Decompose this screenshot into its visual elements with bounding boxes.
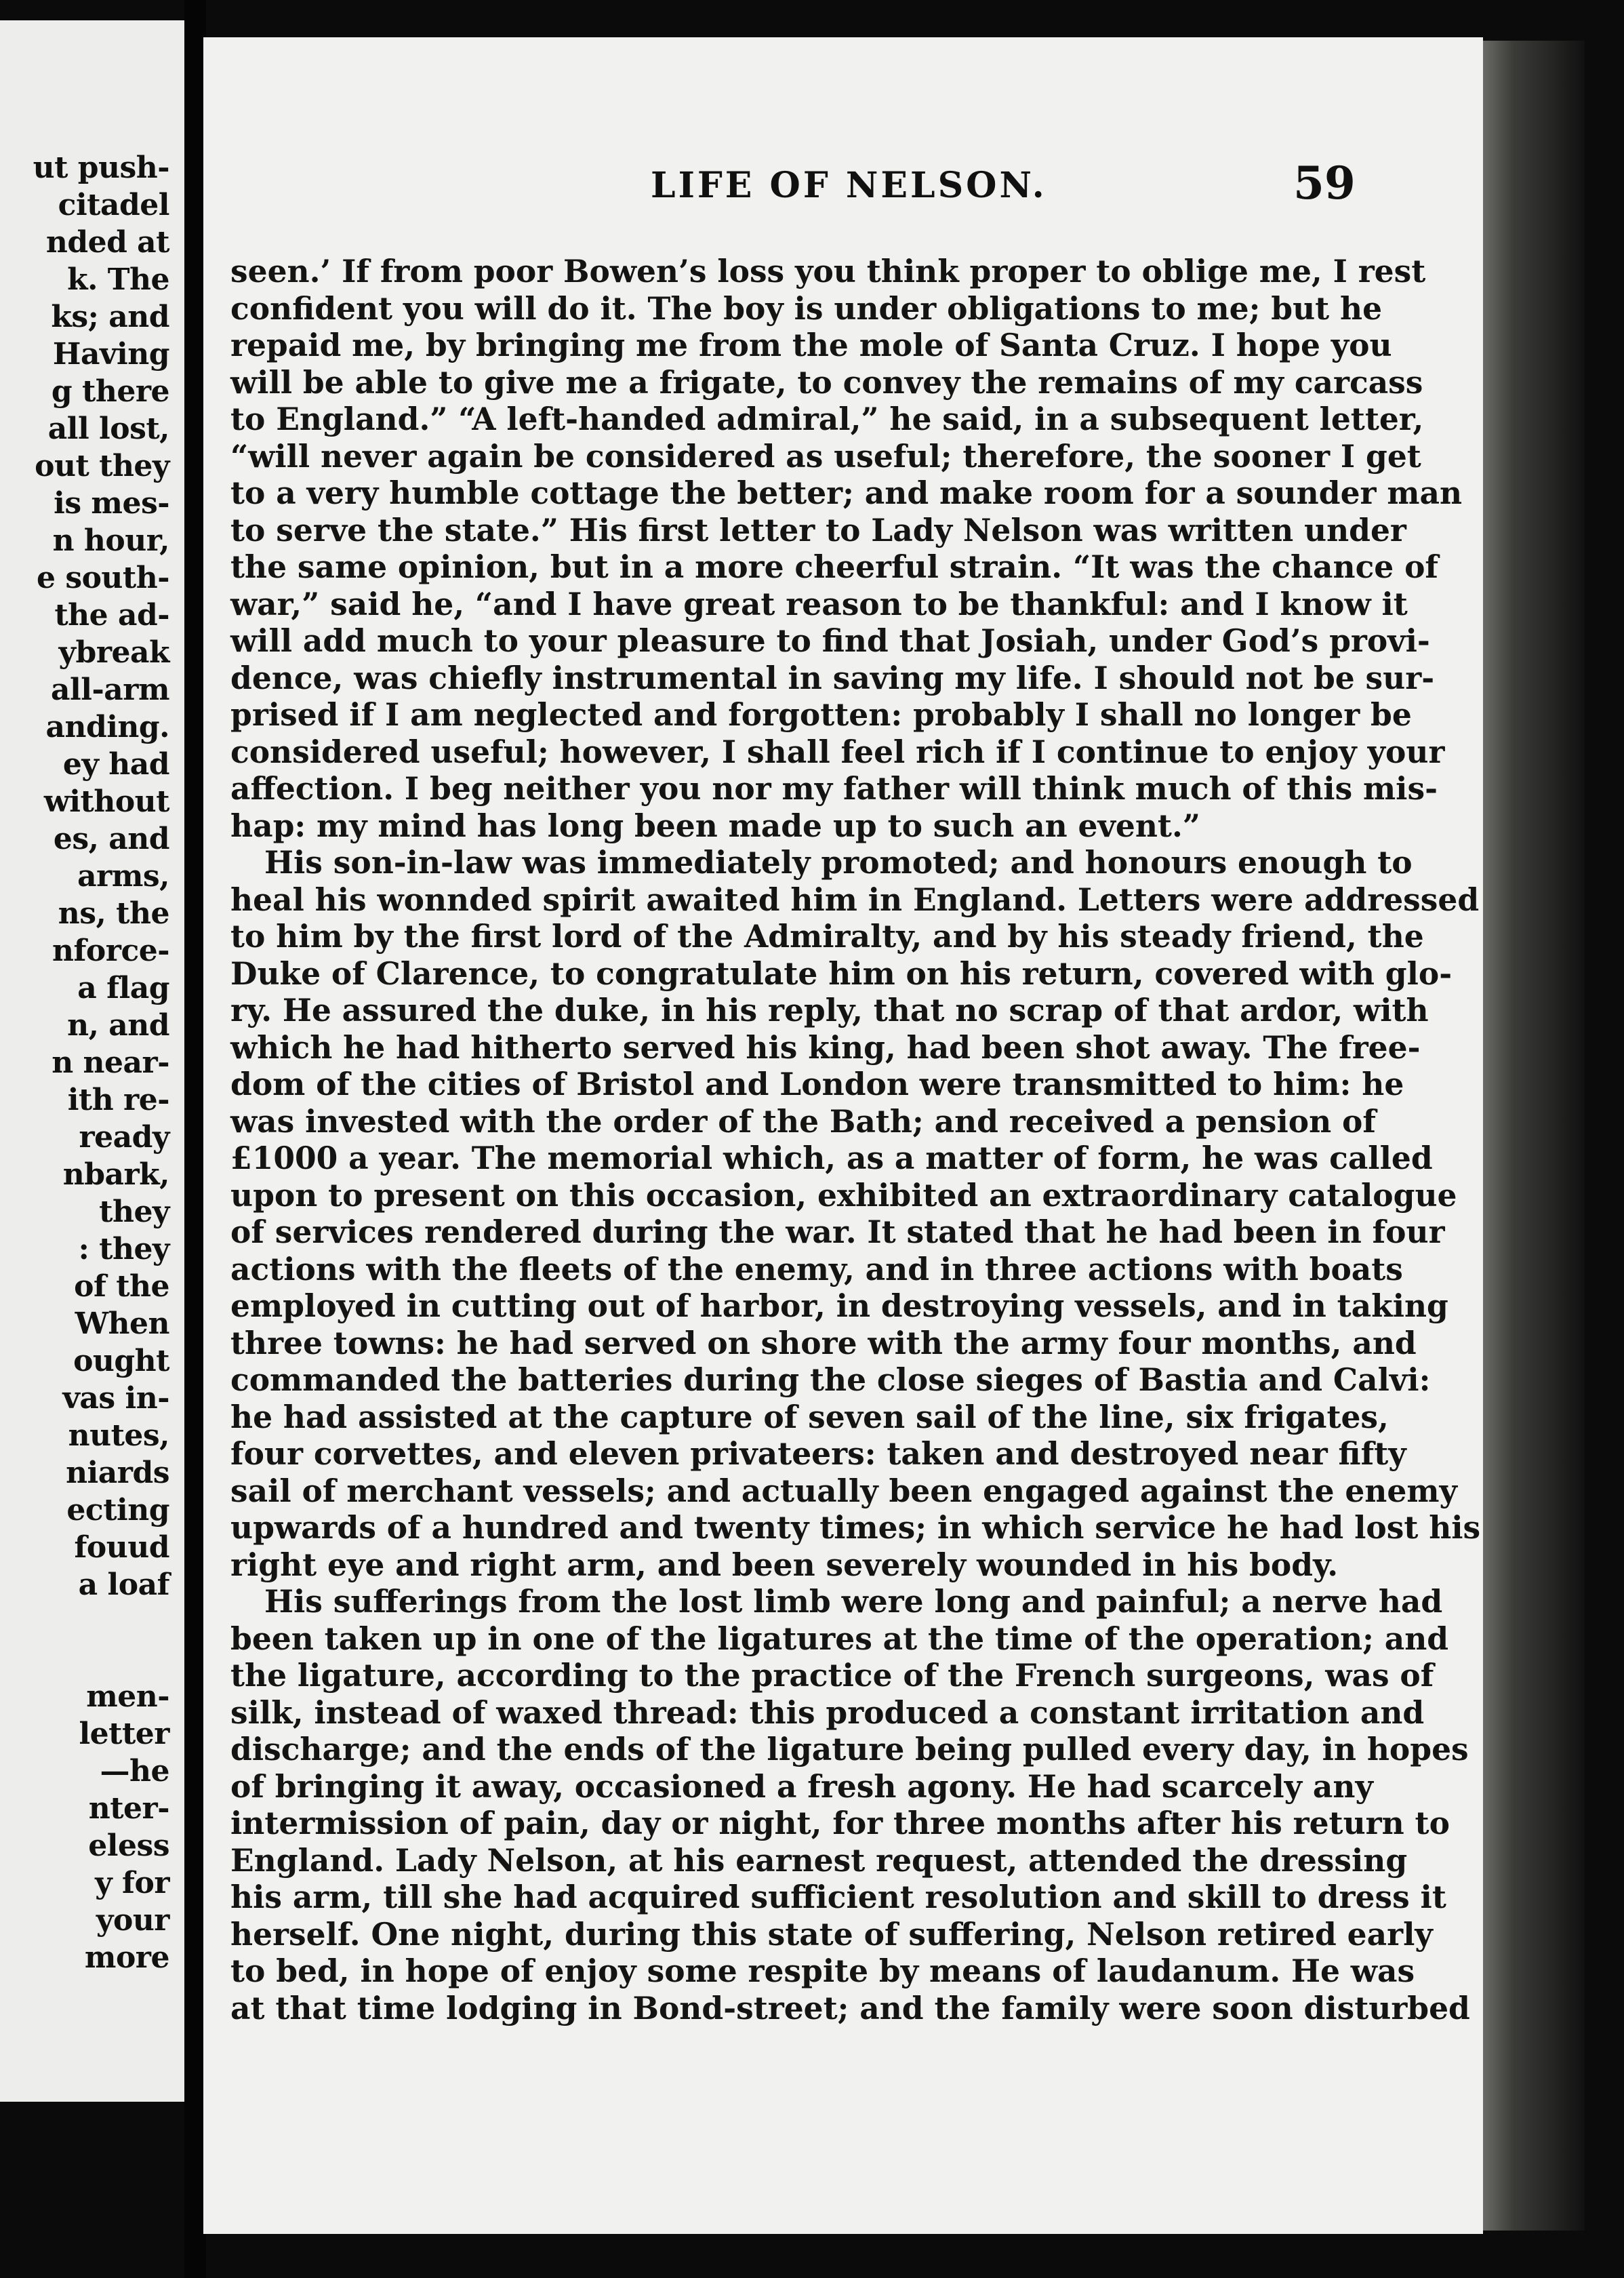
left-page-line: arms, — [77, 859, 169, 894]
left-page-line: fouud — [74, 1530, 169, 1565]
text-line: His sufferings from the lost limb were long and painful; a nerve had — [264, 1583, 1443, 1620]
text-line: dom of the cities of Bristol and London were transmitted to him: he — [230, 1066, 1404, 1102]
text-line: sail of merchant vessels; and actually been engaged against the enemy — [230, 1472, 1457, 1509]
page-edges — [1483, 41, 1585, 2231]
text-line: England. Lady Nelson, at his earnest request, attended the dressing — [230, 1841, 1408, 1879]
left-page-line: nforce- — [52, 934, 169, 968]
text-line: which he had hitherto served his king, had been shot away. The free- — [230, 1028, 1421, 1066]
left-page-line: ready — [79, 1120, 169, 1155]
text-line: right eye and right arm, and been severely wounded in his body. — [230, 1546, 1339, 1583]
left-page-line: ut push- — [33, 151, 169, 185]
text-line: affection. I beg neither you nor my father will think much of this mis- — [230, 770, 1438, 807]
text-line: will add much to your pleasure to find that Josiah, under God’s provi- — [230, 622, 1430, 659]
text-line: confident you will do it. The boy is under obligations to me; but he — [230, 289, 1383, 327]
left-page-line: When — [75, 1306, 169, 1341]
left-page-line: all lost, — [47, 412, 169, 446]
left-page-line: n near- — [52, 1045, 169, 1080]
text-line: to him by the first lord of the Admiralty, and by his steady friend, the — [230, 918, 1424, 955]
left-page-line: of the — [74, 1269, 169, 1304]
left-page-line: n hour, — [52, 523, 169, 558]
left-page-line: your — [96, 1903, 169, 1938]
text-line: herself. One night, during this state of suffering, Nelson retired early — [230, 1915, 1433, 1953]
text-line: actions with the fleets of the enemy, and in three actions with boats — [230, 1250, 1403, 1287]
left-page-line: a flag — [77, 971, 169, 1005]
left-page-line: k. The — [67, 262, 169, 297]
text-line: he had assisted at the capture of seven sail of the line, six frigates, — [230, 1398, 1389, 1435]
page-header — [203, 153, 1483, 214]
text-line: to serve the state.” His first letter to Lady Nelson was written under — [230, 511, 1406, 548]
left-page-line: e south- — [37, 561, 169, 595]
body-text — [230, 253, 1481, 2026]
left-page-line: more — [84, 1940, 169, 1975]
text-line: considered useful; however, I shall feel rich if I continue to enjoy your — [230, 733, 1445, 770]
text-line: employed in cutting out of harbor, in destroying vessels, and in taking — [230, 1287, 1448, 1324]
text-line: will be able to give me a frigate, to convey the remains of my carcass — [230, 363, 1423, 401]
text-line: intermission of pain, day or night, for three months after his return to — [230, 1805, 1450, 1841]
left-page-line: anding. — [45, 710, 169, 744]
left-page-line: men- — [86, 1679, 169, 1714]
left-page-line: vas in- — [62, 1381, 169, 1416]
left-page-line: the ad- — [54, 598, 169, 633]
running-head: LIFE OF NELSON. — [651, 165, 1047, 206]
text-line: discharge; and the ends of the ligature being pulled every day, in hopes — [230, 1731, 1469, 1767]
left-page-line: Having — [52, 337, 169, 372]
text-line: of bringing it away, occasioned a fresh agony. He had scarcely any — [230, 1767, 1373, 1805]
text-line: seen.’ If from poor Bowen’s loss you think proper to oblige me, I rest — [230, 253, 1426, 289]
text-line: to England.” “A left-handed admiral,” he said, in a subsequent letter, — [230, 401, 1424, 437]
text-line: hap: my mind has long been made up to such an event.” — [230, 807, 1200, 844]
left-page-line: without — [43, 784, 169, 819]
text-line: of services rendered during the war. It stated that he had been in four — [230, 1214, 1445, 1250]
text-line: heal his wonnded spirit awaited him in England. Letters were addressed — [230, 881, 1480, 918]
text-line: the ligature, according to the practice of the French surgeons, was of — [230, 1657, 1434, 1694]
text-line: the same opinion, but in a more cheerful strain. “It was the chance of — [230, 548, 1439, 585]
page-number: 59 — [1293, 157, 1356, 209]
text-line: to a very humble cottage the better; and make room for a sounder man — [230, 475, 1463, 511]
text-line: been taken up in one of the ligatures at the time of the operation; and — [230, 1620, 1449, 1657]
left-page-text — [0, 149, 169, 1976]
text-line: three towns: he had served on shore with the army four months, and — [230, 1324, 1417, 1361]
text-line: silk, instead of waxed thread: this produced a constant irritation and — [230, 1694, 1425, 1731]
text-line: ry. He assured the duke, in his reply, that no scrap of that ardor, with — [230, 992, 1429, 1028]
left-page-line: nter- — [88, 1791, 169, 1826]
left-page-line: es, and — [53, 822, 169, 856]
left-page-line: out they — [35, 449, 169, 483]
left-page-line: niards — [66, 1456, 169, 1490]
left-page-line: —he — [100, 1754, 169, 1789]
text-line: “will never again be considered as useful; therefore, the sooner I get — [230, 437, 1421, 475]
text-line: to bed, in hope of enjoy some respite by means of laudanum. He was — [230, 1953, 1415, 1989]
text-line: at that time lodging in Bond-street; and the family were soon disturbed — [230, 1989, 1470, 2026]
left-page-line: ith re- — [67, 1083, 169, 1117]
left-page-line: ought — [73, 1344, 169, 1378]
text-line: upwards of a hundred and twenty times; in which service he had lost his — [230, 1509, 1481, 1546]
left-page-line: letter — [79, 1717, 169, 1751]
left-page-line: ybreak — [58, 635, 169, 670]
left-page-line: eless — [88, 1829, 169, 1863]
left-page-line: g there — [51, 374, 169, 409]
left-page-line: y for — [95, 1866, 169, 1900]
left-page-line: ks; and — [51, 300, 169, 334]
text-line: Duke of Clarence, to congratulate him on his return, covered with glo- — [230, 955, 1453, 992]
left-page-line: : they — [78, 1232, 169, 1266]
left-page-line: is mes- — [54, 486, 169, 521]
left-page-gap — [0, 1603, 169, 1678]
left-page-line: ey had — [62, 747, 169, 782]
text-line: his arm, till she had acquired sufficient resolution and skill to dress it — [230, 1879, 1446, 1915]
left-page-line: nded at — [45, 225, 169, 260]
left-page-line: n, and — [67, 1008, 169, 1043]
left-page-line: all-arm — [51, 673, 169, 707]
text-line: prised if I am neglected and forgotten: probably I shall no longer be — [230, 696, 1412, 733]
text-line: dence, was chiefly instrumental in saving my life. I should not be sur- — [230, 659, 1435, 696]
text-line: repaid me, by bringing me from the mole of Santa Cruz. I hope you — [230, 327, 1392, 363]
text-line: commanded the batteries during the close sieges of Bastia and Calvi: — [230, 1361, 1431, 1398]
text-line: war,” said he, “and I have great reason to be thankful: and I know it — [230, 585, 1408, 622]
text-line: £1000 a year. The memorial which, as a matter of form, he was called — [230, 1140, 1433, 1176]
left-page-line: a loaf — [78, 1567, 169, 1602]
left-page-line: citadel — [58, 188, 169, 222]
text-line: upon to present on this occasion, exhibited an extraordinary catalogue — [230, 1176, 1457, 1214]
left-page-line: ns, the — [58, 896, 169, 931]
text-line: His son-in-law was immediately promoted; and honours enough to — [264, 844, 1413, 881]
left-page-line: nbark, — [62, 1157, 169, 1192]
left-page-fragment — [0, 20, 184, 2102]
left-page-line: nutes, — [68, 1418, 169, 1453]
text-line: four corvettes, and eleven privateers: taken and destroyed near fifty — [230, 1435, 1406, 1472]
text-line: was invested with the order of the Bath; and received a pension of — [230, 1102, 1376, 1140]
left-page-line: they — [99, 1195, 169, 1229]
left-page-line: ecting — [66, 1493, 169, 1527]
book-page — [203, 37, 1483, 2234]
